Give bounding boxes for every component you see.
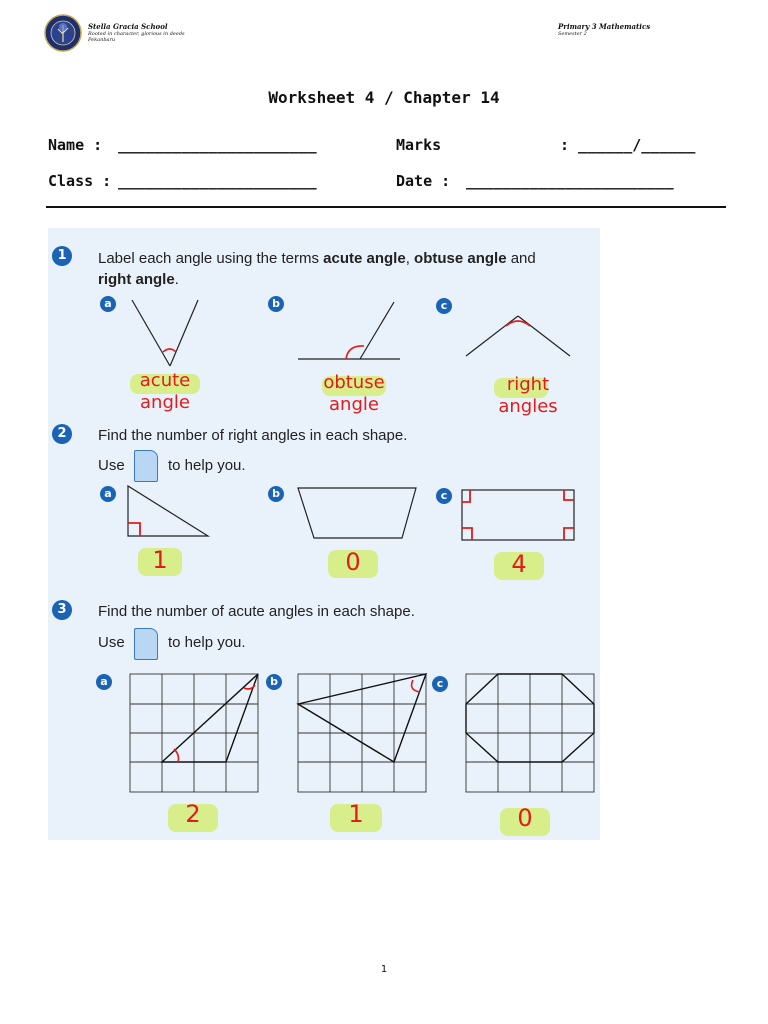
q3c-answer: 0 — [517, 804, 533, 832]
right-angle-tester-icon — [134, 628, 158, 660]
q3-triangle-a — [162, 674, 258, 762]
q1-sub-a: a — [100, 296, 116, 312]
school-city: Pekanbaru — [88, 37, 116, 43]
name-field[interactable]: ______________________ — [118, 136, 317, 154]
question-3-use: Use — [98, 634, 125, 651]
date-label: Date : — [396, 172, 451, 190]
school-name: Stella Gracia School — [88, 22, 168, 31]
q1-sub-c: c — [436, 298, 452, 314]
q3-grid-b — [298, 674, 426, 792]
page-number: 1 — [380, 964, 388, 975]
date-field[interactable]: _______________________ — [466, 172, 674, 190]
question-3-help: to help you. — [168, 634, 246, 651]
question-3-number: 3 — [52, 600, 72, 620]
school-logo — [44, 14, 82, 52]
school-motto — [88, 31, 228, 43]
question-2-help: to help you. — [168, 457, 246, 474]
q1-text-a: Label each angle using the terms — [98, 250, 324, 267]
q3-sub-a: a — [96, 674, 112, 690]
q1-sub-b: b — [268, 296, 284, 312]
q2-triangle-figure — [128, 486, 208, 536]
q1-term-right: right angle — [98, 271, 175, 288]
semester-label: Semester 2 — [558, 31, 587, 37]
name-label: Name : — [48, 136, 103, 154]
question-2-number: 2 — [52, 424, 72, 444]
q1b-answer: obtuse angle — [323, 372, 385, 415]
q2-sub-a: a — [100, 486, 116, 502]
q2b-answer: 0 — [345, 548, 361, 576]
q2c-answer: 4 — [511, 550, 527, 578]
question-2-text: Find the number of right angles in each shape. — [98, 427, 408, 444]
q2-sub-c: c — [436, 488, 452, 504]
marks-label: Marks — [396, 136, 442, 154]
subject-label: Primary 3 Mathematics — [558, 22, 651, 31]
q1c-answer: right angles — [498, 374, 558, 417]
worksheet-title: Worksheet 4 / Chapter 14 — [268, 88, 500, 107]
q3b-answer: 1 — [348, 800, 364, 828]
header-divider — [46, 206, 726, 208]
q1a-answer: acute angle — [139, 370, 191, 413]
q1-term-obtuse: obtuse angle — [414, 250, 507, 267]
q1-right-angle-figure — [466, 316, 570, 356]
q3-sub-b: b — [266, 674, 282, 690]
q1-sep2: and — [506, 250, 536, 267]
marks-field[interactable]: : ______/______ — [560, 136, 696, 154]
q3-grid-c — [466, 674, 594, 792]
worksheet-figures — [48, 228, 608, 840]
question-1-number: 1 — [52, 246, 72, 266]
class-field[interactable]: ______________________ — [118, 172, 317, 190]
q1-obtuse-angle-figure — [298, 302, 400, 359]
q2-rectangle-figure — [462, 490, 574, 540]
q2-trapezium-figure — [298, 488, 416, 538]
q1-acute-angle-figure — [132, 300, 198, 366]
school-motto-line: Rooted in character, glorious in deeds — [88, 31, 185, 37]
question-3-text: Find the number of acute angles in each shape. — [98, 603, 415, 620]
q2a-answer: 1 — [152, 546, 168, 574]
q3-sub-c: c — [432, 676, 448, 692]
class-label: Class : — [48, 172, 112, 190]
q1-end: . — [174, 271, 179, 288]
q3a-answer: 2 — [185, 800, 201, 828]
q1-sep1: , — [405, 250, 415, 267]
q2-sub-b: b — [268, 486, 284, 502]
right-angle-tester-icon — [134, 450, 158, 482]
question-2-use: Use — [98, 457, 125, 474]
q1-term-acute: acute angle — [323, 250, 406, 267]
